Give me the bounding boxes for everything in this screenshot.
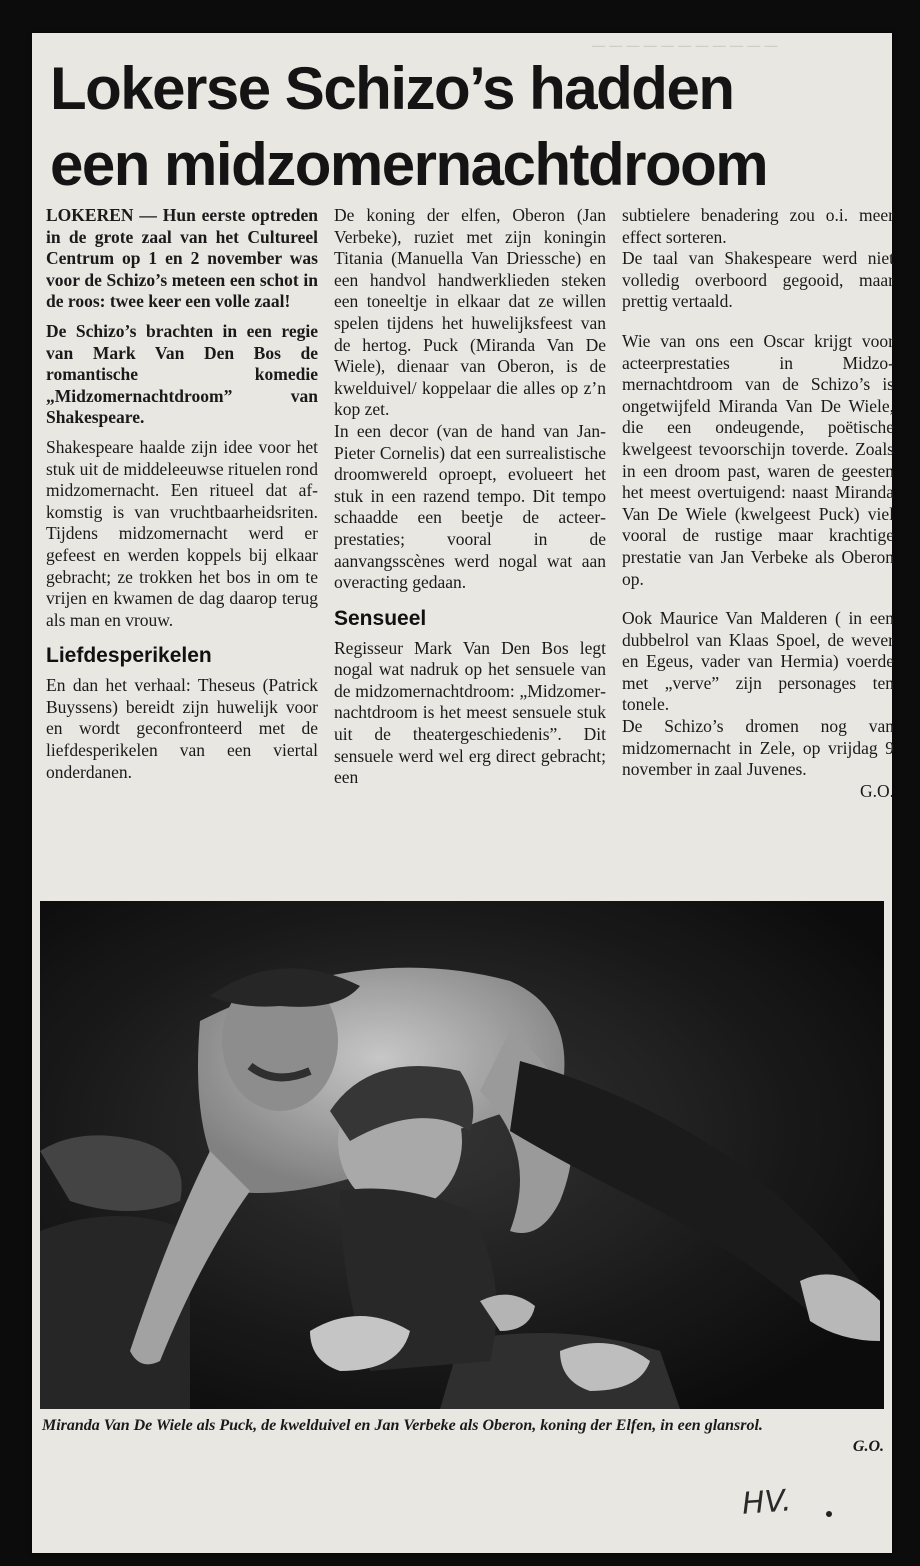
handwritten-mark: HV. [740,1483,793,1522]
body-paragraph: Ook Maurice Van Malderen ( in een dubbelrol van Klaas Spoel, de wever en Egeus, vader van Hermia) voerde met „verve” zijn personages ten tonele. [622,608,894,715]
lead-paragraph-2: De Schizo’s brachten in een regie van Mark Van Den Bos de romantische komedie „Midzomernachtdroom” van Shakespeare. [46,320,318,428]
headline-line-1: Lokerse Schizo’s hadden [50,55,734,122]
body-paragraph: Shakespeare haalde zijn idee voor het stuk uit de middeleeuwse rituelen rond midzomernacht. Een ritueel dat afkomstig is van vruchtbaarheidsriten. Tijdens midzomernacht werd er gefeest en werden koppels bij elkaar gebracht; ze trokken het bos in om te vrijen en kwamen de dag daarop terug als man en vrouw. [46,436,318,630]
body-paragraph: Regisseur Mark Van Den Bos legt nogal wat nadruk op het sensuele van de midzomernachtdroom: „Midzomernachtdroom is het meest sensuele stuk uit de theatergeschiedenis”. Dit sensuele werd wel erg direct gebracht; een [334,637,606,788]
photo-credit: G.O. [852,1438,884,1455]
body-paragraph: De koning der elfen, Oberon (Jan Verbeke), ruziet met zijn koningin Titania (Manuella Van Driessche) en een handvol handwerklieden steken een toneeltje in elkaar dat ze willen spelen tijdens het huwelijksfeest van de hertog. Puck (Miranda Van De Wiele), dienaar van Oberon, is de kwelduivel/ koppelaar die alles op z’n kop zet. [334,205,606,420]
lead-paragraph-1: LOKEREN — Hun eerste optreden in de grote zaal van het Cultureel Centrum op 1 en 2 november was voor de Schizo’s meteen een schot in de roos: twee keer een volle zaal! [46,205,318,312]
article-column-1 [46,205,318,783]
subheading-sensueel: Sensueel [334,606,427,630]
headline [50,51,890,203]
body-paragraph: subtielere benadering zou o.i. meer effect sorteren. [622,205,894,247]
performance-photo [40,901,884,1409]
subheading-liefdesperikelen: Liefdesperikelen [46,644,212,668]
body-paragraph: De taal van Shakespeare werd niet volledig overboord gegooid, maar prettig vertaald. [622,248,894,312]
headline-line-2: een midzomernachtdroom [50,131,768,198]
photo-caption [42,1415,884,1457]
author-byline: G.O. [859,780,894,801]
body-paragraph: En dan het verhaal: Theseus (Patrick Buyssens) bereidt zijn huwelijk voor en wordt geconfronteerd met de liefdesperikelen van een viertal onderdanen. [46,675,318,782]
newspaper-clipping [32,33,892,1553]
article-column-2 [334,205,606,789]
ink-dot [826,1511,832,1517]
caption-text: Miranda Van De Wiele als Puck, de kwelduivel en Jan Verbeke als Oberon, koning der Elfen, in een glansrol. [42,1417,763,1434]
body-paragraph: De Schizo’s dromen nog van midzomernacht in Zele, op vrijdag 9 november in zaal Juvenes. [622,716,894,780]
body-paragraph: In een decor (van de hand van Jan-Pieter Cornelis) dat een surrealistische droomwereld oproept, evolueert het stuk in een razend tempo. Dit tempo schaadde een beetje de acteerprestaties; vooral in de aanvangsscènes werd nogal wat aan overacting gedaan. [334,420,606,593]
body-paragraph: Wie van ons een Oscar krijgt voor acteerprestaties in Midzomernachtdroom van de Schizo’s is ongetwijfeld Miranda Van De Wiele, die een ondeugende, poëtische kwelgeest tevoorschijn toverde. Zoals in een droom past, waren de geesten het meest overtuigend: naast Miranda Van De Wiele (kwelgeest Puck) viel vooral de rustige maar krachtige prestatie van Jan Verbeke als Oberon op. [622,330,894,589]
article-column-3 [622,205,894,802]
bleed-through-text: — — — — — — — — — — — [592,40,778,55]
